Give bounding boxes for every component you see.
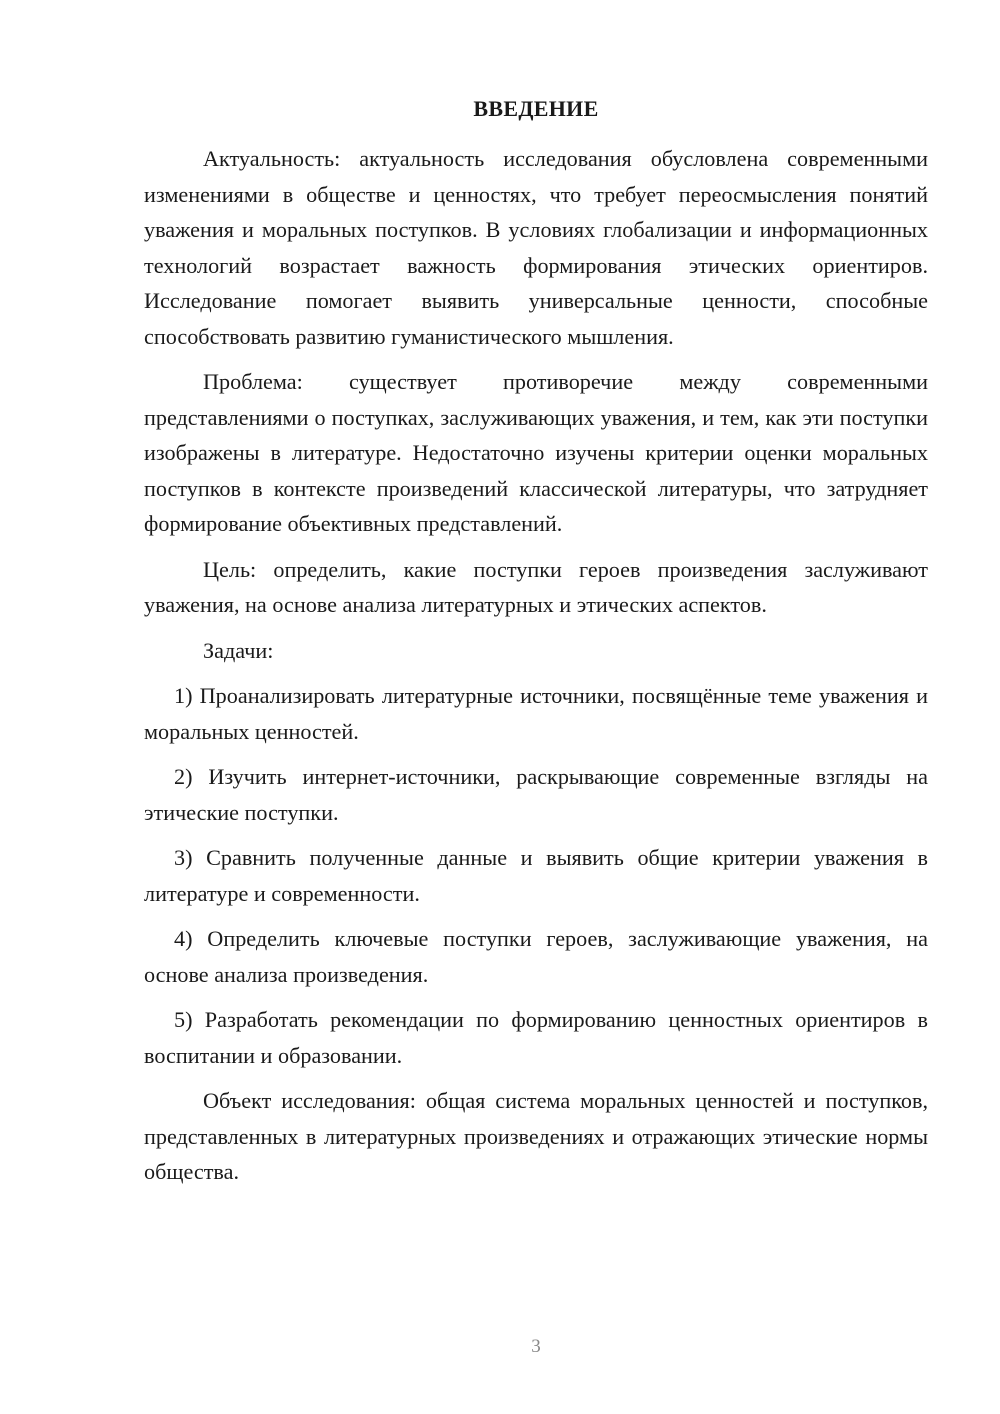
task-item-5: 5) Разработать рекомендации по формированию ценностных ориентиров в воспитании и образовании. [144,1007,928,1068]
page-number: 3 [531,1336,541,1357]
page-title: ВВЕДЕНИЕ [473,96,599,121]
paragraph-relevance: Актуальность: актуальность исследования обусловлена современными изменениями в обществе и ценностях, что требует переосмысления понятий уважения и моральных поступков. В условиях глобализации и информационных технологий возрастает важность формирования этических ориентиров. Исследование помогает выявить универсальные ценности, способные способствовать развитию гуманистического мышления. [144,146,928,349]
paragraph-problem: Проблема: существует противоречие между современными представлениями о поступках, заслуживающих уважения, и тем, как эти поступки изображены в литературе. Недостаточно изучены критерии оценки моральных поступков в контексте произведений классической литературы, что затрудняет формирование объективных представлений. [144,369,928,536]
task-item-1: 1) Проанализировать литературные источники, посвящённые теме уважения и моральных ценностей. [144,683,928,744]
paragraph-tasks-heading: Задачи: [203,637,274,663]
body-text [144,141,928,1200]
paragraph-object: Объект исследования: общая система моральных ценностей и поступков, представленных в литературных произведениях и отражающих этические нормы общества. [144,1088,928,1184]
task-item-4: 4) Определить ключевые поступки героев, заслуживающие уважения, на основе анализа произведения. [144,926,928,987]
task-item-2: 2) Изучить интернет-источники, раскрывающие современные взгляды на этические поступки. [144,764,928,825]
task-item-3: 3) Сравнить полученные данные и выявить общие критерии уважения в литературе и современности. [144,845,928,906]
paragraph-goal: Цель: определить, какие поступки героев произведения заслуживают уважения, на основе анализа литературных и этических аспектов. [144,556,928,617]
